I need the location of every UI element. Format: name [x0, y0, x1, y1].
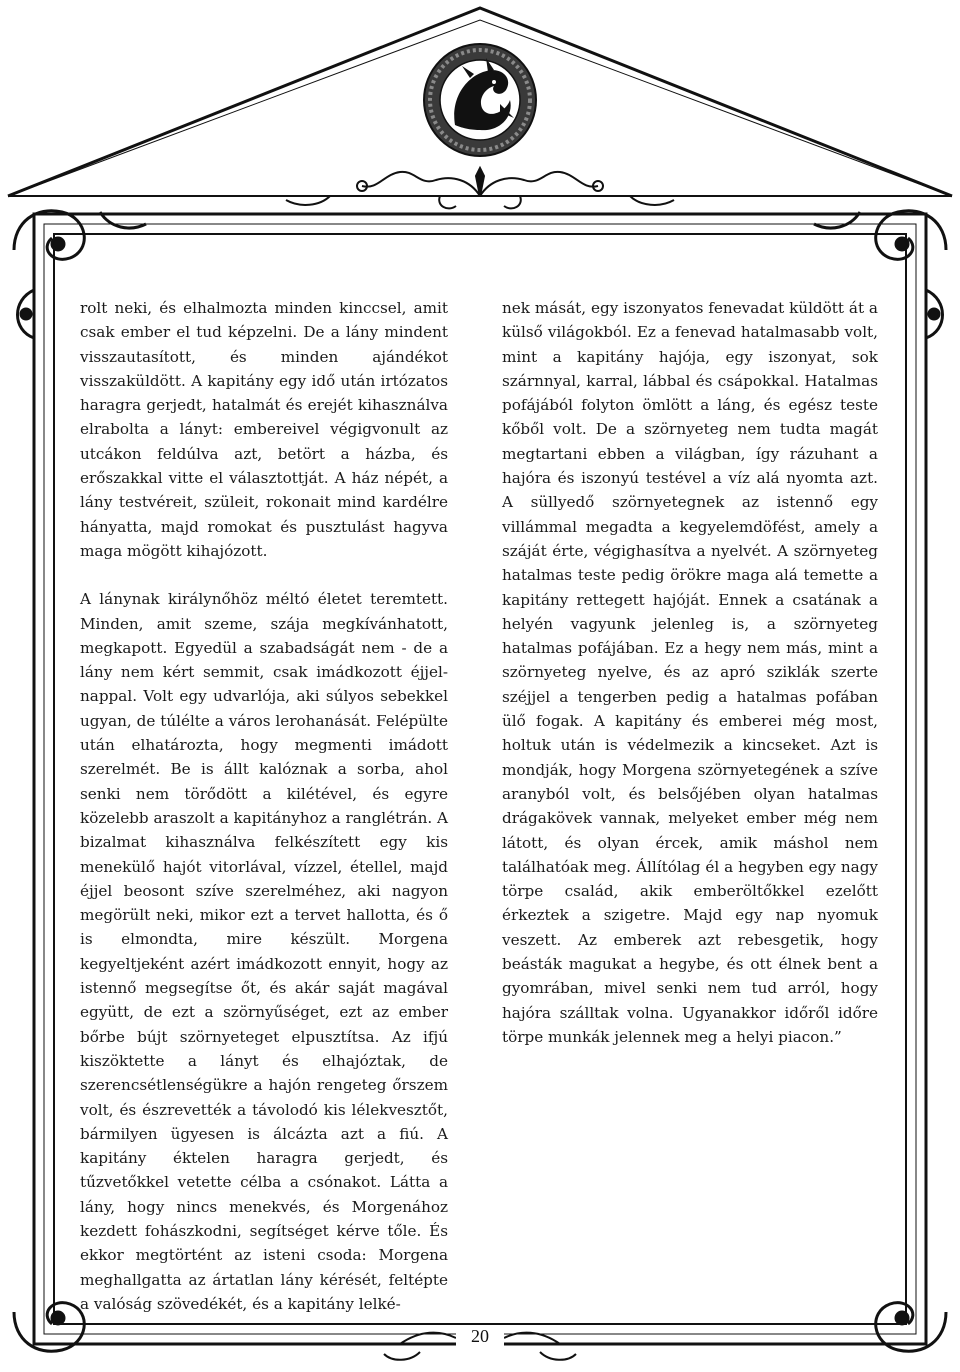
side-ornament-left [18, 290, 35, 338]
scroll-ornament [286, 168, 674, 208]
side-ornament-right [926, 290, 943, 338]
dragon-emblem-icon [424, 44, 536, 156]
paragraph: rolt neki, és elhalmozta minden kinccsel, amit csak ember el tud képzelni. De a lány mindent visszautasított, és minden ajándékot visszaküldött. A kapitány egy idő után irtózatos haragra gerjedt, hatalmát és erejét kihasználva elrabolta a lányt: embereivel végigvonult az utcákon feldúlva azt, betört a házba, és erőszakkal vitte el választottját. A ház népét, a lány testvéreit, szüleit, rokonait mind kardélre hányatta, majd romokat és pusztulást hagyva maga mögött kihajózott. [80, 299, 448, 560]
paragraph: nek mását, egy iszonyatos fenevadat küldött át a külső világokból. Ez a fenevad hatalmasabb volt, mint a kapitány hajója, egy iszonyat, sok szárnnyal, karral, lábbal és csápokkal. Hatalmas pofájából folyton ömlött a láng, és egész teste kőből volt. De a szörnyeteg nem tudta magát megtartani ebben a világban, így rázuhant a hajóra és iszonyú testével a víz alá nyomta azt. A süllyedő szörnyetegnek az istennő egy villámmal megadta a kegyelemdöfést, amely a száját érte, végighasítva a nyelvét. A szörnyeteg hatalmas teste pedig örökre maga alá temette a kapitány rettegett hajóját. Ennek a csatának a helyén vagyunk jelenleg is, a szörnyeteg hatalmas pofájában. Ez a hegy nem más, mint a szörnyeteg nyelve, és az apró sziklák szerte széjjel a tengerben pedig a hatalmas pofában ülő fogak. A kapitány és emberei még most, holtuk után is védelmezik a kincseket. Azt is mondják, hogy Morgena szörnyetegének a szíve aranyból volt, és belsőjében olyan hatalmas drágakövek vannak, melyeket ember még nem látott, és olyan ércek, amik máshol nem találhatóak meg. Állítólag él a hegyben egy nagy törpe család, akik emberöltőkkel ezelőtt érkeztek a szigetre. Majd egy nap nyomuk veszett. Az emberek azt rebesgetik, hogy beásták magukat a hegybe, és ott élnek bent a gyomrában, mivel senki nem tud arról, hogy hajóra szálltak volna. Ugyanakkor időről időre törpe munkák jelennek meg a helyi piacon.” [502, 299, 878, 1046]
text-column-left [80, 296, 448, 1316]
paragraph: A lánynak királynőhöz méltó életet teremtett. Minden, amit szeme, szája megkívánhatott, megkapott. Egyedül a szabadságát nem - de a lány nem kért semmit, csak imádkozott éjjel-nappal. Volt egy udvarlója, aki súlyos sebekkel ugyan, de túlélte a város lerohanását. Felépülte után elhatározta, hogy megmenti imádott szerelmét. Be is állt kalóznak a sorba, ahol senki nem törődött a kilétével, és egyre közelebb araszolt a kapitányhoz a ranglétrán. A bizalmat kihasználva felkészített egy kis menekülő hajót vitorlával, vízzel, étellel, majd éjjel beosont szíve szerelméhez, aki nagyon megörült neki, mikor ezt a tervet hallotta, és ő is elmondta, mire készült. Morgena kegyeltjeként azért imádkozott ennyit, hogy az istennő megsegítse őt, és akár saját magával együtt, de ezt a szörnyűséget, ezt az ember bőrbe bújt szörnyeteget elpusztítsa. Az ifjú kiszöktette a lányt és elhajóztak, de szerencsétlenségükre a hajón rengeteg őrszem volt, és észrevették a távolodó kis lélekvesztőt, bármilyen ügyesen is álcázta azt a fiú. A kapitány éktelen haragra gerjedt, és tűzvetőkkel vetette célba a csónakot. Látta a lány, hogy nincs menekvés, és Morgenához kezdett fohászkodni, segítséget kérve tőle. És ekkor megtörtént az isteni csoda: Morgena meghallgatta az ártatlan lány kérését, feltépte a valóság szövedékét, és a kapitány lelké- [80, 590, 448, 1313]
text-column-right [502, 296, 878, 1049]
page-number: 20 [456, 1326, 504, 1347]
